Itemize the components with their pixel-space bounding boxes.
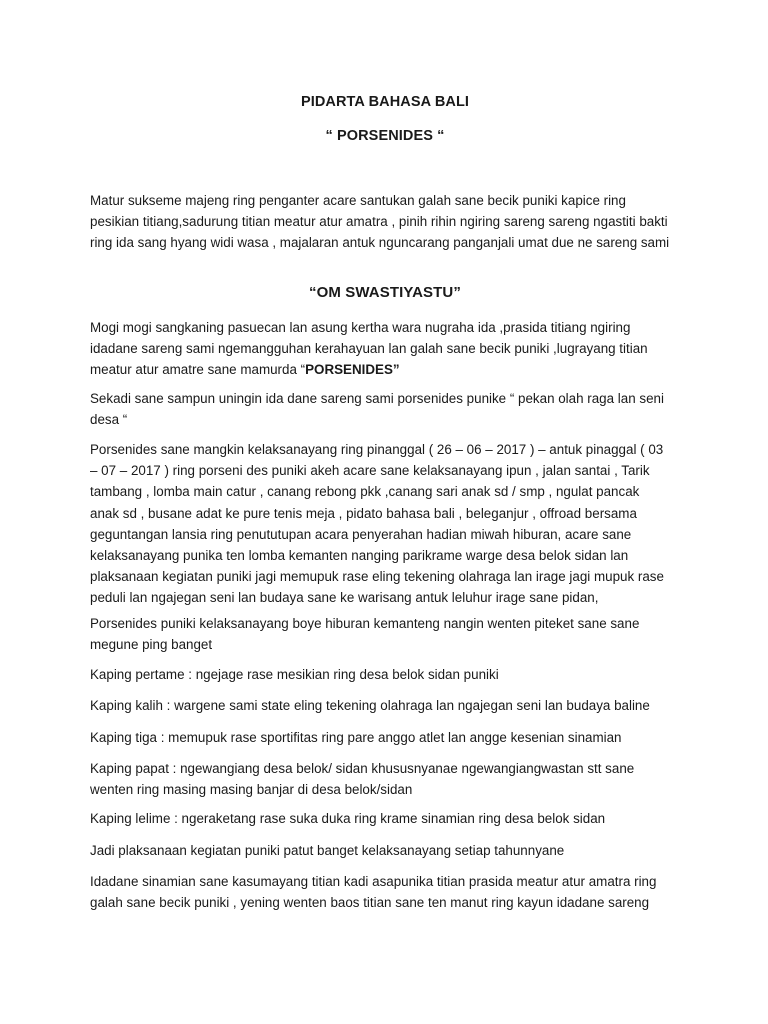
document-title: PIDARTA BAHASA BALI (300, 94, 470, 110)
list-item-second: Kaping kalih : wargene sami state eling tekening olahraga lan ngajegan seni lan budaya baline (90, 698, 650, 713)
paragraph-events: Porsenides sane mangkin kelaksanayang ring pinanggal ( 26 – 06 – 2017 ) – antuk pinaggal ( 03 – 07 – 2017 ) ring porseni des puniki akeh acare sane kelaksanayang ipun , jalan santai , Tarik tambang , lomba main catur , canang rebong pkk ,canang sari anak sd / smp , ngulat pancak anak sd , busane adat ke pure tenis meja , pidato bahasa bali , beleganjur , offroad bersama geguntangan lansia ring penututupan acara penyerahan hadian miwah hiburan, acare sane kelaksanayang punika ten lomba kemanten nanging parikrame warge desa belok sidan lan plaksanaan kegiatan puniki jagi memupuk rase eling tekening olahraga lan irage jagi mupuk rase peduli lan ngajegan seni lan budaya sane ke warisang antuk leluhur irage sane pidan, (90, 442, 664, 606)
document-subtitle: “ PORSENIDES “ (325, 128, 445, 144)
list-item-third: Kaping tiga : memupuk rase sportifitas ring pare anggo atlet lan angge kesenian sinamian (90, 730, 622, 745)
paragraph-blessing-text: Mogi mogi sangkaning pasuecan lan asung kertha wara nugraha ida ,prasida titiang ngiring idadane sareng sami ngemangguhan kerahayuan lan galah sane becik puniki ,lugrayang titian meatur atur amatre sane mamurda “ (90, 320, 648, 378)
paragraph-opening: Matur sukseme majeng ring penganter acare santukan galah sane becik puniki kapice ring pesikian titiang,sadurung titian meatur atur amatra , pinih rihin ngiring sareng sareng ngastiti bakti ring ida sang hyang widi wasa , majalaran antuk nguncarang panganjali umat due ne sareng sami (90, 193, 670, 251)
paragraph-closing: Idadane sinamian sane kasumayang titian kadi asapunika titian prasida meatur atur amatra ring galah sane becik puniki , yening wenten baos titian sane ten manut ring kayun idadane sareng (90, 874, 657, 911)
paragraph-blessing-bold: PORSENIDES” (305, 362, 400, 378)
paragraph-conclusion: Jadi plaksanaan kegiatan puniki patut banget kelaksanayang setiap tahunnyane (90, 843, 565, 858)
greeting-heading: “OM SWASTIYASTU” (309, 284, 461, 301)
paragraph-purpose: Porsenides puniki kelaksanayang boye hiburan kemanteng nangin wenten piteket sane sane megune ping banget (90, 616, 640, 653)
list-item-fourth: Kaping papat : ngewangiang desa belok/ sidan khususnyanae ngewangiangwastan stt sane wenten ring masing masing banjar di desa belok/sidan (90, 761, 635, 798)
paragraph-definition: Sekadi sane sampun uningin ida dane sareng sami porsenides punike “ pekan olah raga lan seni desa “ (90, 391, 664, 428)
list-item-fifth: Kaping lelime : ngeraketang rase suka duka ring krame sinamian ring desa belok sidan (90, 811, 606, 826)
list-item-first: Kaping pertame : ngejage rase mesikian ring desa belok sidan puniki (90, 667, 499, 682)
paragraph-blessing (90, 317, 672, 381)
